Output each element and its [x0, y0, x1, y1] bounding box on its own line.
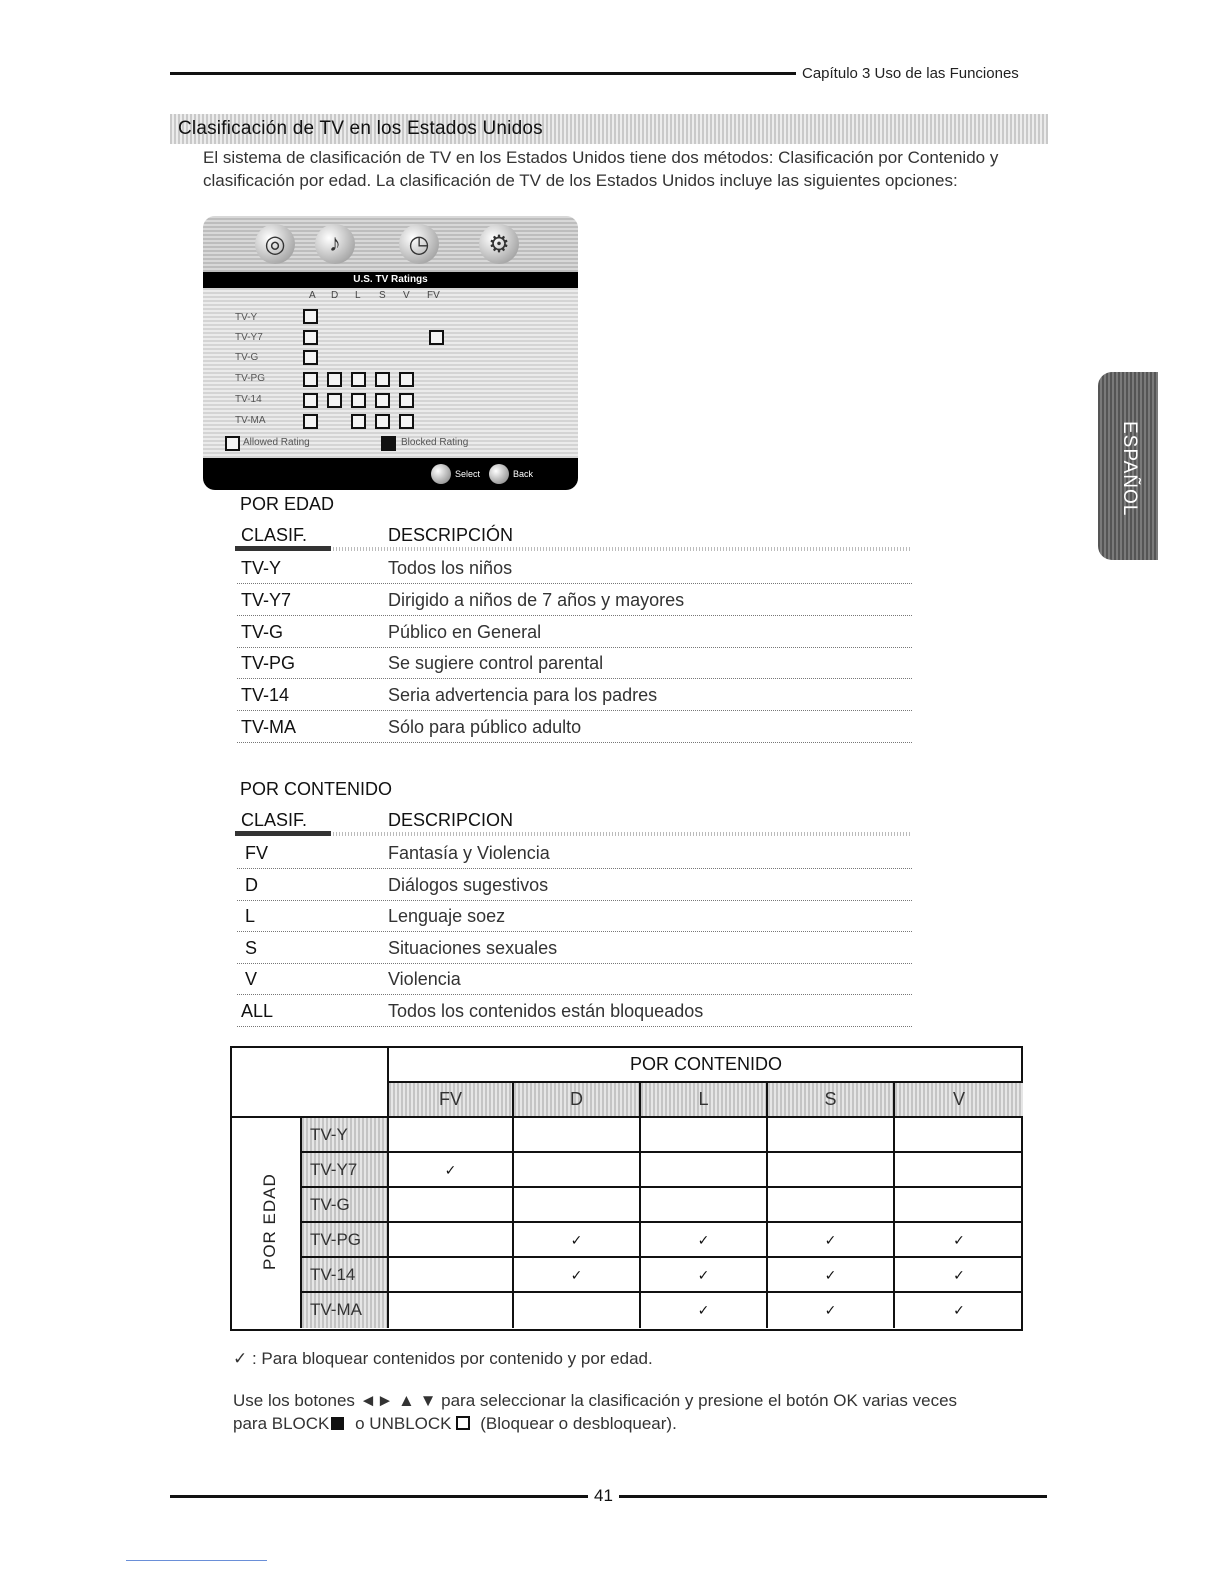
rating-desc: Seria advertencia para los padres [388, 685, 658, 705]
rating-checkbox[interactable] [303, 414, 318, 429]
matrix-cell [768, 1188, 895, 1223]
matrix-col-header: L [641, 1083, 768, 1118]
matrix-cell: ✓ [641, 1223, 768, 1258]
picture-icon: ◎ [255, 224, 295, 264]
matrix-cell [768, 1153, 895, 1188]
matrix-row-label: TV-G [300, 1188, 387, 1223]
select-button-icon [431, 464, 451, 484]
matrix-col-header: D [514, 1083, 641, 1118]
matrix-top-label: POR CONTENIDO [387, 1048, 1023, 1083]
matrix-row-label: TV-MA [300, 1293, 387, 1328]
matrix-cell [387, 1293, 514, 1328]
matrix-cell [514, 1153, 641, 1188]
language-tab-label: ESPAÑOL [1119, 421, 1140, 517]
edad-header-marker [235, 546, 331, 551]
table-row [237, 932, 912, 964]
contenido-header-marker [235, 831, 331, 836]
matrix-cell: ✓ [387, 1153, 514, 1188]
matrix-cell: ✓ [641, 1293, 768, 1328]
matrix-row-label: TV-Y7 [300, 1153, 387, 1188]
content-desc: Todos los contenidos están bloqueados [388, 1001, 704, 1021]
setup-icon: ⚙ [479, 224, 519, 264]
page-number: 41 [594, 1486, 613, 1505]
rating-desc: Sólo para público adulto [388, 717, 582, 737]
content-desc: Lenguaje soez [388, 906, 506, 926]
table-row [237, 679, 912, 711]
rating-checkbox[interactable] [429, 330, 444, 345]
table-row [237, 616, 912, 648]
matrix-cell: ✓ [514, 1223, 641, 1258]
rating-checkbox[interactable] [303, 309, 318, 324]
blocked-legend-icon [381, 436, 396, 451]
rating-checkbox[interactable] [303, 393, 318, 408]
matrix-cell [387, 1188, 514, 1223]
matrix-cell: ✓ [514, 1258, 641, 1293]
table-row [237, 647, 912, 679]
table-row [237, 995, 912, 1027]
rating-code: TV-MA [241, 717, 297, 737]
rating-checkbox[interactable] [303, 330, 318, 345]
rating-checkbox[interactable] [351, 414, 366, 429]
rating-code: TV-G [241, 622, 284, 642]
check-note [233, 1347, 653, 1370]
tv-row-label: TV-14 [235, 394, 262, 405]
instruction-note [233, 1389, 1023, 1435]
tv-col-label: A [309, 290, 316, 301]
chapter-title: Capítulo 3 Uso de las Funciones [802, 65, 1019, 82]
tv-row-label: TV-MA [235, 415, 266, 426]
instruction-text-1: Use los botones [233, 1391, 355, 1410]
content-desc: Diálogos sugestivos [388, 875, 549, 895]
edad-col-code: CLASIF. [241, 525, 308, 545]
allowed-legend-icon [225, 436, 240, 451]
content-code: L [245, 906, 256, 926]
matrix-cell: ✓ [895, 1258, 1023, 1293]
footer-rule-right [619, 1495, 1047, 1498]
rating-checkbox[interactable] [399, 393, 414, 408]
tv-row-label: TV-G [235, 352, 259, 363]
table-row [237, 584, 912, 616]
matrix-cell [387, 1118, 514, 1153]
rating-code: TV-PG [241, 653, 296, 673]
section-title: Clasificación de TV en los Estados Unidos [178, 118, 543, 139]
tv-row-label: TV-Y7 [235, 332, 263, 343]
edad-col-desc: DESCRIPCIÓN [388, 525, 514, 545]
tv-ratings-grid [203, 288, 578, 458]
matrix-row-label: TV-Y [300, 1118, 387, 1153]
select-label: Select [455, 469, 481, 479]
matrix-cell [768, 1118, 895, 1153]
table-row [237, 552, 912, 584]
rating-checkbox[interactable] [375, 414, 390, 429]
matrix-cell [641, 1118, 768, 1153]
rating-code: TV-Y [241, 558, 282, 578]
rating-checkbox[interactable] [375, 393, 390, 408]
matrix-cell: ✓ [895, 1223, 1023, 1258]
edad-header-rule [237, 547, 912, 551]
matrix-cell [514, 1188, 641, 1223]
matrix-cell: ✓ [768, 1258, 895, 1293]
matrix-col-header: FV [387, 1083, 514, 1118]
rating-desc: Todos los niños [388, 558, 513, 578]
rating-code: TV-14 [241, 685, 290, 705]
instruction-text-4: o UNBLOCK [355, 1414, 452, 1433]
instruction-text-3: para BLOCK [233, 1414, 330, 1433]
matrix-cell [387, 1223, 514, 1258]
audio-icon: ♪ [315, 224, 355, 264]
table-row [237, 837, 912, 869]
tv-ratings-screen [203, 216, 578, 490]
matrix-side-label: POR EDAD [260, 1173, 279, 1270]
tv-footer [203, 458, 578, 490]
back-label: Back [513, 469, 534, 479]
rating-checkbox[interactable] [327, 393, 342, 408]
rating-checkbox[interactable] [375, 372, 390, 387]
intro-paragraph: El sistema de clasificación de TV en los Estados Unidos tiene dos métodos: Clasificación por Contenido y clasificación por edad. La clasificación de TV de los Estados Unidos incluye las siguientes opciones: [203, 148, 999, 190]
content-desc: Violencia [388, 969, 461, 989]
rating-checkbox[interactable] [351, 372, 366, 387]
timer-icon: ◷ [399, 224, 439, 264]
matrix-col-header: V [895, 1083, 1023, 1118]
matrix-cell [895, 1153, 1023, 1188]
content-code: S [245, 938, 258, 958]
matrix-col-header: S [768, 1083, 895, 1118]
por-edad-heading: POR EDAD [240, 494, 335, 514]
tv-col-label: D [331, 290, 339, 301]
matrix-cell [387, 1258, 514, 1293]
tv-col-label: L [355, 290, 361, 301]
contenido-col-desc: DESCRIPCION [388, 810, 514, 830]
blocked-legend-label: Blocked Rating [401, 437, 469, 448]
rating-matrix [230, 1046, 1023, 1331]
content-desc: Situaciones sexuales [388, 938, 558, 958]
instruction-text-2: para seleccionar la clasificación y presione el botón OK varias veces [441, 1391, 958, 1410]
content-code: D [245, 875, 258, 895]
matrix-row-label: TV-PG [300, 1223, 387, 1258]
tv-menu-icons [203, 216, 578, 272]
content-code: ALL [241, 1001, 274, 1021]
rating-code: TV-Y7 [241, 590, 292, 610]
header-rule [170, 72, 796, 75]
tv-col-label: V [403, 290, 410, 301]
content-code: FV [245, 843, 269, 863]
rating-desc: Se sugiere control parental [388, 653, 604, 673]
back-button-icon [489, 464, 509, 484]
matrix-cell [641, 1188, 768, 1223]
table-row [237, 900, 912, 932]
rating-checkbox[interactable] [327, 372, 342, 387]
matrix-cell: ✓ [768, 1293, 895, 1328]
matrix-row-label: TV-14 [300, 1258, 387, 1293]
rating-desc: Dirigido a niños de 7 años y mayores [388, 590, 685, 610]
tv-row-label: TV-PG [235, 373, 266, 384]
arrow-buttons-icon: ◄► ▲ ▼ [359, 1391, 437, 1410]
rating-desc: Público en General [388, 622, 542, 642]
check-icon: ✓ [233, 1349, 248, 1368]
content-desc: Fantasía y Violencia [388, 843, 550, 863]
rating-checkbox[interactable] [399, 414, 414, 429]
tv-col-label: FV [427, 290, 440, 301]
por-contenido-heading: POR CONTENIDO [240, 779, 393, 799]
contenido-header-rule [237, 832, 912, 836]
tv-row-label: TV-Y [235, 312, 258, 323]
rating-checkbox[interactable] [399, 372, 414, 387]
tv-col-label: S [379, 290, 386, 301]
contenido-col-code: CLASIF. [241, 810, 308, 830]
allowed-legend-label: Allowed Rating [243, 437, 310, 448]
matrix-cell: ✓ [953, 1302, 965, 1318]
matrix-cell [641, 1153, 768, 1188]
content-code: V [245, 969, 258, 989]
check-note-text: : Para bloquear contenidos por contenido y por edad. [251, 1349, 653, 1368]
tv-screen-title: U.S. TV Ratings [203, 272, 578, 288]
rating-checkbox[interactable] [351, 393, 366, 408]
footer-rule-left [170, 1495, 588, 1498]
matrix-cell: ✓ [768, 1223, 895, 1258]
instruction-text-5: (Bloquear o desbloquear). [480, 1414, 677, 1433]
table-row [237, 711, 912, 743]
matrix-cell [514, 1118, 641, 1153]
matrix-cell [895, 1118, 1023, 1153]
rating-checkbox[interactable] [303, 372, 318, 387]
unblock-icon [456, 1416, 470, 1430]
matrix-cell [895, 1188, 1023, 1223]
table-row [237, 869, 912, 901]
footnote-rule [126, 1560, 267, 1561]
block-icon [331, 1417, 344, 1430]
table-row [237, 963, 912, 995]
matrix-cell [514, 1293, 641, 1328]
rating-checkbox[interactable] [303, 350, 318, 365]
matrix-cell: ✓ [641, 1258, 768, 1293]
